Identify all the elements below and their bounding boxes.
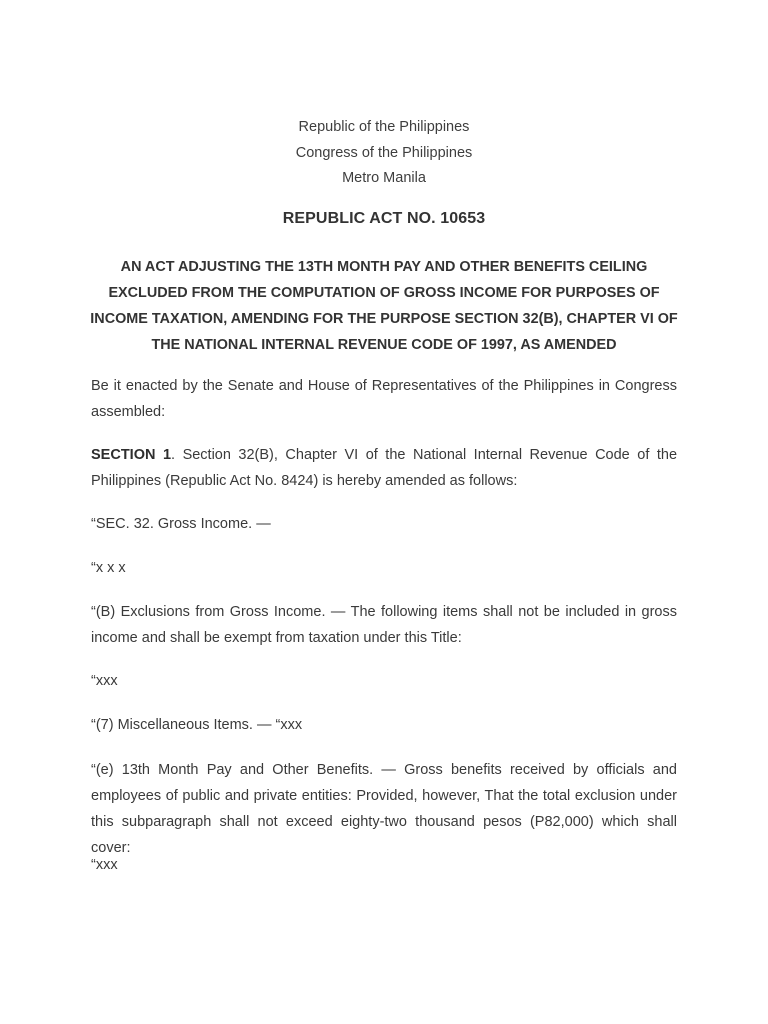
exclusions-paragraph: “(B) Exclusions from Gross Income. — The following items shall not be included in gross income and shall be exempt from taxation under this Title: — [91, 604, 677, 646]
enacting-clause: Be it enacted by the Senate and House of Representatives of the Philippines in Congress assembled: — [91, 378, 677, 420]
ellipsis-spaced: “x x x — [91, 560, 126, 576]
header-congress: Congress of the Philippines — [295, 145, 473, 161]
ellipsis-line-1: “xxx — [91, 673, 118, 689]
section-1-label: SECTION 1 — [91, 447, 172, 463]
act-number-heading: REPUBLIC ACT NO. 10653 — [282, 210, 486, 227]
ellipsis-line-2: “xxx — [91, 857, 118, 873]
header-location: Metro Manila — [342, 170, 426, 186]
section-1-text: . Section 32(B), Chapter VI of the National Internal Revenue Code of the Philippines (Republic Act No. 8424) is hereby amended as follows: — [91, 447, 678, 489]
header-republic: Republic of the Philippines — [298, 119, 470, 135]
thirteenth-month-paragraph: “(e) 13th Month Pay and Other Benefits. — Gross benefits received by officials and employees of public and private entities: Provided, however, That the total exclusion under this subparagraph shall not exceed eighty-two thousand pesos (P82,000) which shall cover: — [91, 762, 677, 856]
miscellaneous-items: “(7) Miscellaneous Items. — “xxx — [91, 717, 303, 733]
sec-32-heading: “SEC. 32. Gross Income. — — [91, 516, 271, 532]
section-1-paragraph — [91, 442, 677, 494]
act-title: AN ACT ADJUSTING THE 13TH MONTH PAY AND OTHER BENEFITS CEILING EXCLUDED FROM THE COMPUTATION OF GROSS INCOME FOR PURPOSES OF INCOME TAXATION, AMENDING FOR THE PURPOSE SECTION 32(B), CHAPTER VI OF THE NATIONAL INTERNAL REVENUE CODE OF 1997, AS AMENDED — [90, 259, 678, 353]
